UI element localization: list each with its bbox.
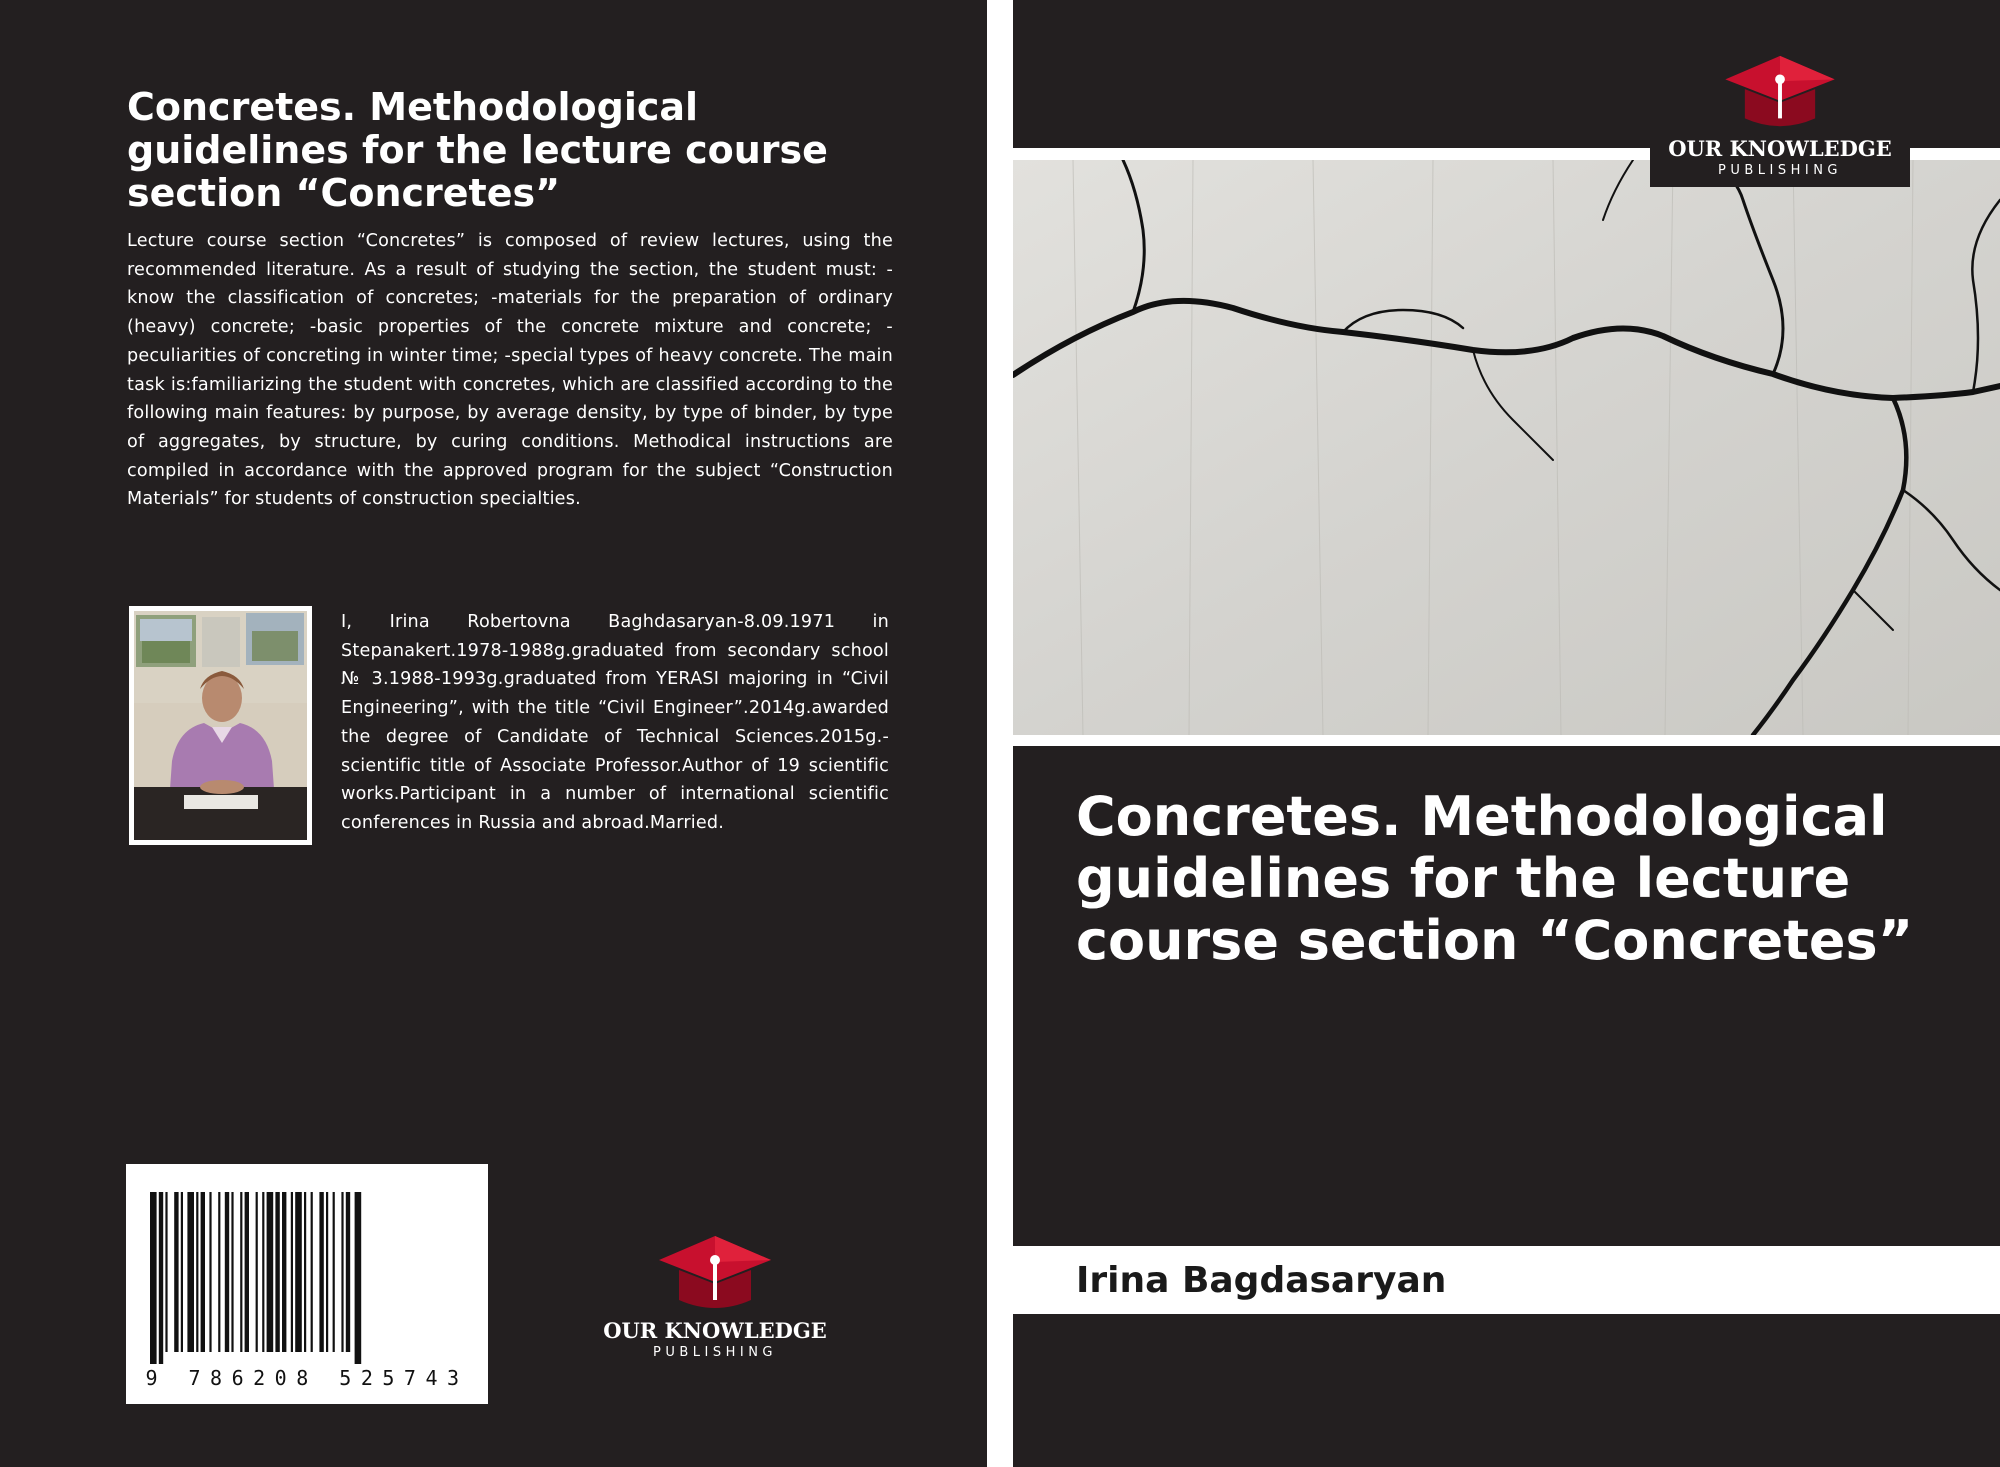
barcode-bar (333, 1192, 335, 1352)
publisher-subtitle: PUBLISHING (652, 1345, 777, 1360)
isbn-number: 9 786208 525743 (145, 1366, 469, 1390)
publisher-subtitle: PUBLISHING (1717, 163, 1842, 178)
barcode-bar (181, 1192, 183, 1352)
front-title-panel (1013, 746, 2000, 1246)
back-cover-blurb: Lecture course section “Concretes” is composed of review lectures, using the recommended literature. As a result of studying the section, the student must: -know the classification of concretes; -materials for the preparation of ordinary (heavy) concrete; -basic properties of the concrete mixture and concrete; -peculiarities of concreting in winter time; -special types of heavy concrete. The main task is:familiarizing the student with concretes, which are classified according to the following main features: by purpose, by average density, by type of binder, by type of aggregates, by structure, by curing conditions. Methodical instructions are compiled in accordance with the approved program for the subject “Construction Materials” for students of construction specialties. (127, 231, 893, 510)
isbn-barcode (126, 1164, 488, 1404)
barcode-bar (225, 1192, 229, 1352)
barcode-bar (355, 1192, 362, 1364)
barcode-bar (262, 1192, 264, 1352)
publisher-wordmark: OUR KNOWLEDGE (1668, 136, 1892, 161)
barcode-bar (165, 1192, 167, 1352)
barcode-bar (231, 1192, 233, 1352)
barcode-bar (159, 1192, 163, 1364)
barcode-bar (174, 1192, 178, 1352)
front-logo-box (1650, 0, 1910, 187)
barcode-bar (201, 1192, 205, 1352)
barcode-bar (150, 1192, 157, 1364)
front-cover (1013, 0, 2000, 1467)
author-photo (129, 606, 312, 845)
back-cover-title: Concretes. Methodological guidelines for the lecture course section “Concretes” (127, 85, 828, 215)
barcode-bar (291, 1192, 293, 1352)
publisher-logo-back (590, 1232, 840, 1360)
front-cover-title: Concretes. Methodological guidelines for the lecture course section “Concretes” (1076, 785, 1914, 972)
barcode-bar (319, 1192, 323, 1352)
barcode-bar (304, 1192, 306, 1352)
barcode-bar (295, 1192, 302, 1352)
barcode-bar (326, 1192, 328, 1352)
barcode-bar (245, 1192, 249, 1352)
publisher-wordmark: OUR KNOWLEDGE (603, 1318, 827, 1343)
mortarboard-icon (655, 1232, 775, 1316)
cracked-concrete-image (1013, 160, 2000, 735)
barcode-bar (346, 1192, 350, 1352)
front-cover-author: Irina Bagdasaryan (1076, 1260, 1447, 1301)
barcode-bar (240, 1192, 242, 1352)
mortarboard-icon (1721, 52, 1839, 134)
barcode-bar (218, 1192, 220, 1352)
barcode-bar (196, 1192, 198, 1352)
spine (987, 0, 1013, 1467)
barcode-bar (282, 1192, 286, 1352)
back-cover (0, 0, 987, 1467)
publisher-logo-front (1650, 52, 1910, 178)
front-bottom-band (1013, 1314, 2000, 1467)
barcode-bar (311, 1192, 313, 1352)
barcode-bar (256, 1192, 258, 1352)
barcode-bar (209, 1192, 211, 1352)
barcode-bar (341, 1192, 343, 1352)
barcode-bar (275, 1192, 279, 1352)
barcode-bar (187, 1192, 194, 1352)
author-bio: I, Irina Robertovna Baghdasaryan-8.09.1971 in Stepanakert.1978-1988g.graduated from secondary school № 3.1988-1993g.graduated from YERASI majoring in “Civil Engineering”, with the title “Civil Engineer”.2014g.awarded the degree of Candidate of Technical Sciences.2015g.-scientific title of Associate Professor.Author of 19 scientific works.Participant in a number of international scientific conferences in Russia and abroad.Married. (341, 612, 889, 833)
barcode-bar (267, 1192, 274, 1352)
